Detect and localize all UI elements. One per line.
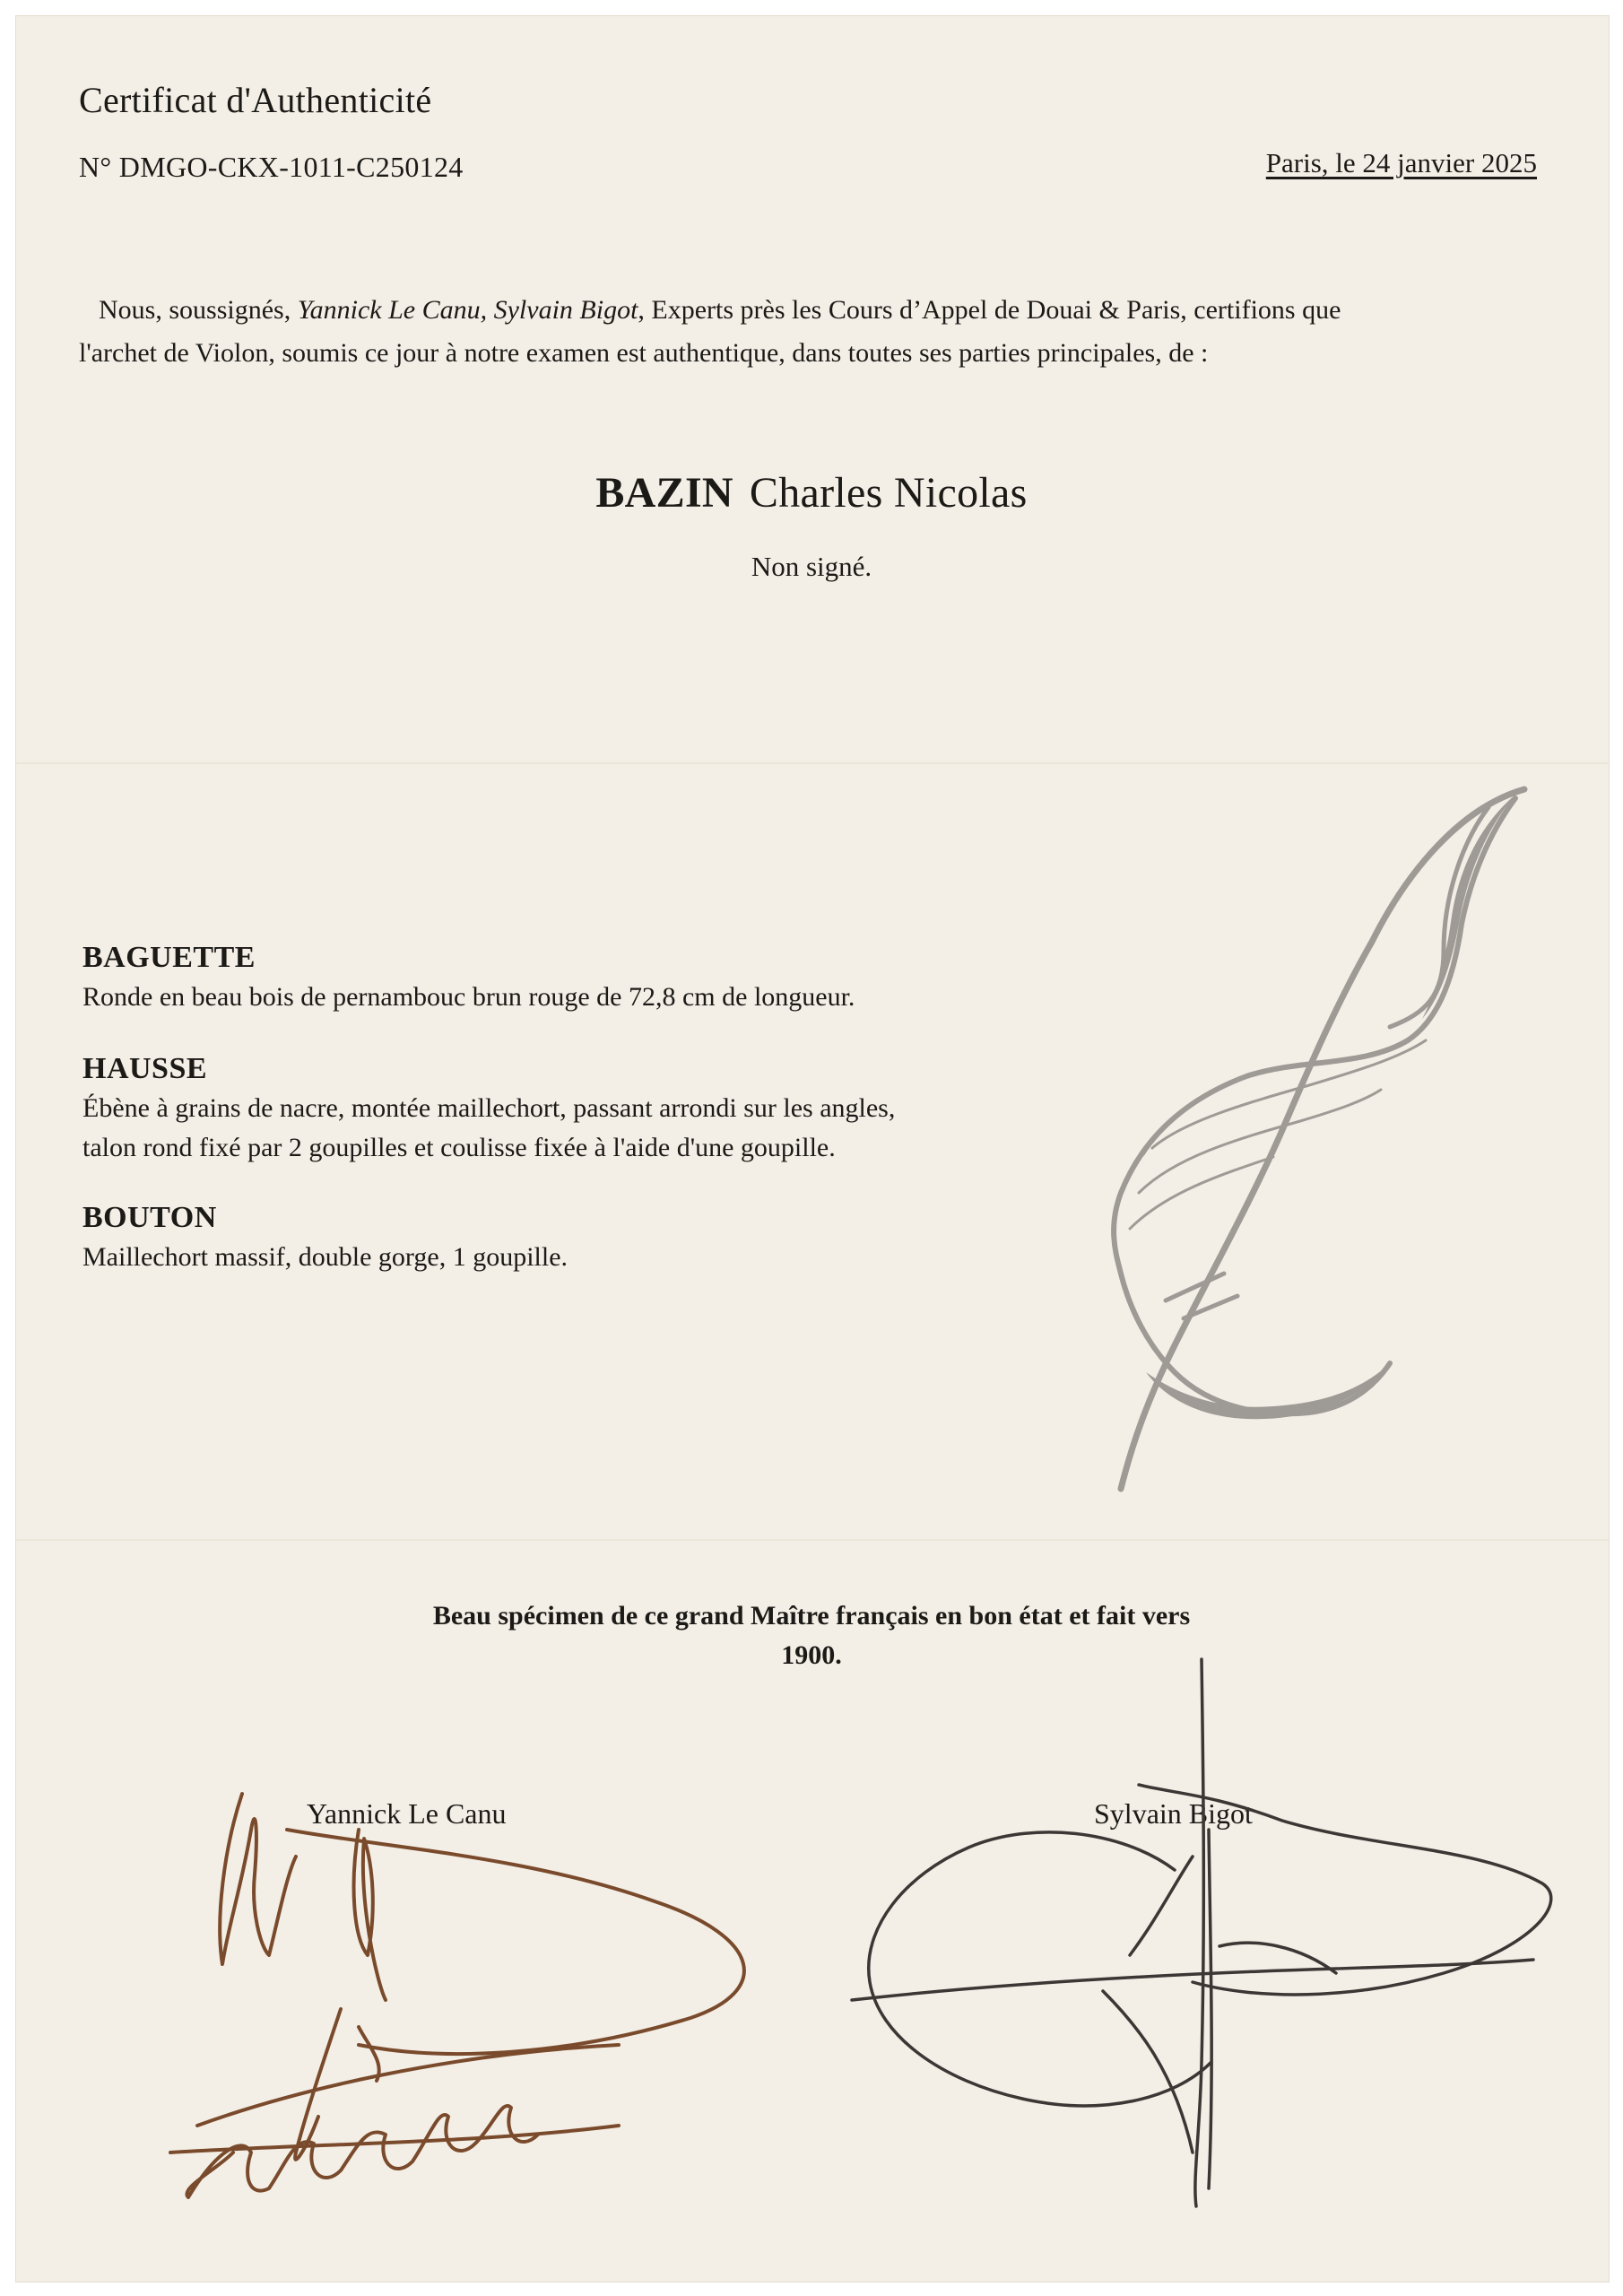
certificate-number: N° DMGO-CKX-1011-C250124 [79,151,464,183]
section-heading: BOUTON [82,1201,217,1234]
section-line: Ébène à grains de nacre, montée maillechort, passant arrondi sur les angles, [82,1093,896,1123]
intro-line-1 [79,289,1549,332]
signer-name-right: Sylvain Bigot [1094,1797,1253,1830]
section-heading: HAUSSE [82,1052,208,1085]
signature-left [152,1776,798,2224]
place-date: Paris, le 24 janvier 2025 [1265,147,1537,178]
intro-line-2: l'archet de Violon, soumis ce jour à notre examen est authentique, dans toutes ses parties principales, de : [79,338,1209,368]
section-line: Maillechort massif, double gorge, 1 goupille. [82,1242,568,1272]
fold-line-lower [16,1539,1609,1541]
signature-right [834,1650,1569,2224]
fold-line-upper [16,762,1609,764]
section-line: Ronde en beau bois de pernambouc brun rouge de 72,8 cm de longueur. [82,982,855,1012]
section-heading: BAGUETTE [82,941,256,974]
signer-name-left: Yannick Le Canu [307,1797,507,1830]
intro-text-end: , Experts près les Cours d’Appel de Douai & Paris, certifions que [638,295,1341,325]
expert-names: Yannick Le Canu, Sylvain Bigot [297,295,638,325]
maker-given-names: Charles Nicolas [749,469,1028,517]
document-title: Certificat d'Authenticité [79,80,432,120]
maker-name [0,468,1623,517]
conclusion-line-2: 1900. [781,1640,842,1670]
maker-signature-note: Non signé. [751,551,872,582]
intro-text-start: Nous, soussignés, [99,295,298,325]
conclusion-line-1: Beau spécimen de ce grand Maître français en bon état et fait vers [432,1601,1191,1631]
section-bouton [82,1198,1069,1277]
scroll-emblem [1067,771,1551,1525]
maker-surname: BAZIN [595,469,733,517]
section-line: talon rond fixé par 2 goupilles et coulisse fixée à l'aide d'une goupille. [82,1133,836,1162]
intro-paragraph [79,289,1549,375]
section-baguette [82,938,1069,1017]
section-hausse [82,1049,1069,1168]
